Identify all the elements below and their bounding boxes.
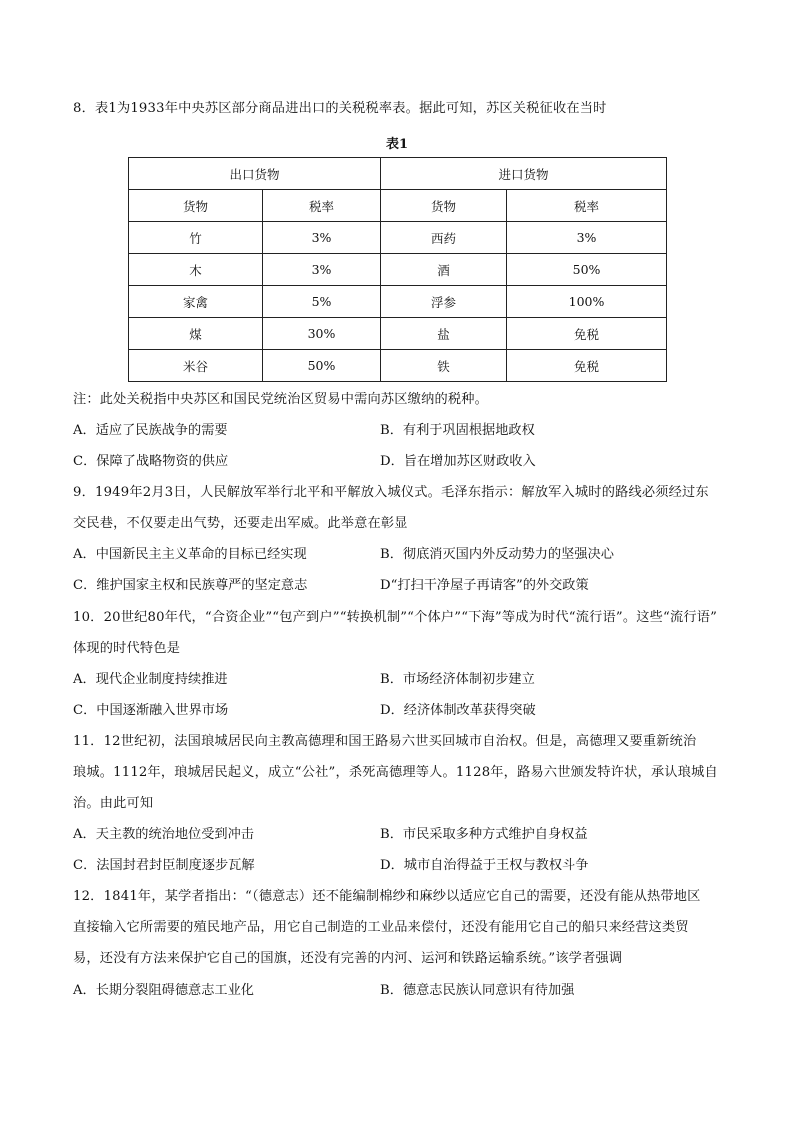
q9-option-a[interactable]: A．中国新民主主义革命的目标已经实现 [73, 547, 307, 562]
q9-stem-line-1: 9．1949年2月3日，人民解放军举行北平和平解放入城仪式。毛泽东指示：解放军入城时的路线必须经过东 [73, 485, 709, 500]
q8-option-d[interactable]: D．旨在增加苏区财政收入 [380, 454, 536, 469]
table-row [129, 254, 667, 286]
q10-option-a[interactable]: A．现代企业制度持续推进 [73, 672, 228, 687]
table-cell: 5% [263, 286, 381, 318]
table-caption: 表1 [385, 137, 409, 152]
table-row [129, 286, 667, 318]
q11-option-b[interactable]: B．市民采取多种方式维护自身权益 [380, 827, 588, 842]
table-cell: 3% [263, 222, 381, 254]
q8-option-a[interactable]: A．适应了民族战争的需要 [73, 423, 228, 438]
table-cell: 家禽 [129, 286, 263, 318]
table-cell: 盐 [381, 318, 507, 350]
q11-stem-line-2: 琅城。1112年，琅城居民起义，成立“公社”，杀死高德理等人。1128年，路易六世颁发特许状，承认琅城自 [73, 765, 718, 780]
q9-option-d[interactable]: D“打扫干净屋子再请客”的外交政策 [380, 578, 589, 593]
q12-option-b[interactable]: B．德意志民族认同意识有待加强 [380, 983, 575, 998]
table-header-row [129, 190, 667, 222]
q8-option-b[interactable]: B．有利于巩固根据地政权 [380, 423, 535, 438]
q11-option-c[interactable]: C．法国封君封臣制度逐步瓦解 [73, 858, 255, 873]
q9-stem-line-2: 交民巷，不仅要走出气势，还要走出军威。此举意在彰显 [73, 516, 408, 531]
q9-option-b[interactable]: B．彻底消灭国内外反动势力的坚强决心 [380, 547, 614, 562]
table-row [129, 318, 667, 350]
q11-option-a[interactable]: A．天主教的统治地位受到冲击 [73, 827, 254, 842]
table-cell: 3% [507, 222, 667, 254]
table-cell: 3% [263, 254, 381, 286]
table-row [129, 222, 667, 254]
table-cell: 煤 [129, 318, 263, 350]
table-cell: 浮参 [381, 286, 507, 318]
table-cell: 50% [507, 254, 667, 286]
q10-stem-line-2: 体现的时代特色是 [73, 641, 181, 656]
q11-option-d[interactable]: D．城市自治得益于王权与教权斗争 [380, 858, 589, 873]
table-cell: 西药 [381, 222, 507, 254]
header-cell: 货物 [129, 190, 263, 222]
q11-stem-line-3: 治。由此可知 [73, 796, 154, 811]
table-cell: 铁 [381, 350, 507, 382]
table-cell: 木 [129, 254, 263, 286]
q10-option-c[interactable]: C．中国逐渐融入世界市场 [73, 703, 229, 718]
table-cell: 免税 [507, 318, 667, 350]
q10-option-b[interactable]: B．市场经济体制初步建立 [380, 672, 535, 687]
table-cell: 50% [263, 350, 381, 382]
tariff-table [128, 157, 667, 382]
header-cell: 税率 [263, 190, 381, 222]
q8-stem: 8．表1为1933年中央苏区部分商品进出口的关税税率表。据此可知，苏区关税征收在当时 [73, 101, 607, 116]
table-cell: 竹 [129, 222, 263, 254]
q9-option-c[interactable]: C．维护国家主权和民族尊严的坚定意志 [73, 578, 308, 593]
table-cell: 30% [263, 318, 381, 350]
table-row [129, 350, 667, 382]
table-cell: 免税 [507, 350, 667, 382]
q8-option-c[interactable]: C．保障了战略物资的供应 [73, 454, 229, 469]
header-cell: 货物 [381, 190, 507, 222]
table-cell: 100% [507, 286, 667, 318]
table-cell: 米谷 [129, 350, 263, 382]
q10-stem-line-1: 10．20世纪80年代，“合资企业”“包产到户”“转换机制”“个体户”“下海”等成为时代“流行语”。这些“流行语” [73, 610, 718, 625]
q12-stem-line-3: 易，还没有方法来保护它自己的国旗，还没有完善的内河、运河和铁路运输系统。”该学者强调 [73, 951, 623, 966]
q12-stem-line-1: 12．1841年，某学者指出：“（德意志）还不能编制棉纱和麻纱以适应它自己的需要，还没有能从热带地区 [73, 889, 701, 904]
q12-stem-line-2: 直接输入它所需要的殖民地产品，用它自己制造的工业品来偿付，还没有能用它自己的船只来经营这类贸 [73, 920, 689, 935]
q8-note: 注：此处关税指中央苏区和国民党统治区贸易中需向苏区缴纳的税种。 [73, 392, 489, 407]
table-group-row [129, 158, 667, 190]
group-import-header: 进口货物 [381, 158, 667, 190]
q11-stem-line-1: 11．12世纪初，法国琅城居民向主教高德理和国王路易六世买回城市自治权。但是，高德理又要重新统治 [73, 734, 697, 749]
group-export-header: 出口货物 [129, 158, 381, 190]
q12-option-a[interactable]: A．长期分裂阻碍德意志工业化 [73, 983, 254, 998]
q10-option-d[interactable]: D．经济体制改革获得突破 [380, 703, 536, 718]
header-cell: 税率 [507, 190, 667, 222]
table-cell: 酒 [381, 254, 507, 286]
